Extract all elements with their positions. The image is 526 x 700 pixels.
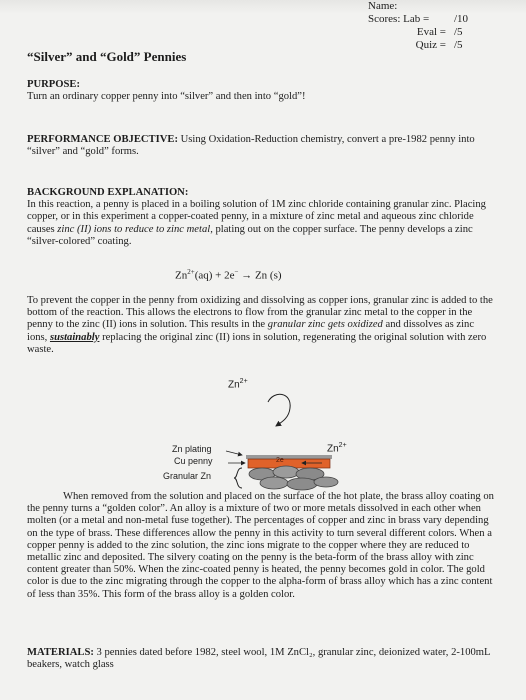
materials-section (27, 647, 495, 671)
label-zn-plating: Zn plating (172, 444, 212, 454)
quiz-score-value: /5 (454, 39, 463, 51)
quiz-label: Quiz = (415, 39, 446, 51)
lab-score-value: /10 (454, 13, 469, 25)
scores-lab-label: Scores: Lab = (368, 13, 430, 25)
objective-heading: PERFORMANCE OBJECTIVE: (27, 134, 178, 145)
zn-ion-top: $Zn^{2+}$ (228, 378, 248, 391)
paragraph-two: To prevent the copper in the penny from oxidizing and dissolving as copper ions, granular zinc is added to the bottom of the reaction. This allows the electrons to flow from the granular zinc metal to the copper in the penny to the zinc (II) ions in solution. This results in the granular zinc gets oxidized and dissolves as zinc ions, sustainably replacing the original zinc (II) ions in solution, regenerating the original solution with zero waste. (27, 295, 493, 355)
reduction-equation: $Zn^{2+}(aq) + 2e^- \to Zn$ (s) (175, 268, 282, 282)
document-title: “Silver” and “Gold” Pennies (27, 49, 187, 64)
label-cu-penny: Cu penny (174, 456, 213, 466)
zn-ion-right: $Zn^{2+}$ (327, 442, 347, 455)
name-label: Name: (368, 0, 398, 12)
zn-plating-layer (246, 455, 332, 459)
background-heading: BACKGROUND EXPLANATION: (27, 187, 189, 198)
electrons-label: 2e (276, 457, 284, 464)
scores-box (368, 0, 484, 52)
eval-score-value: /5 (454, 26, 463, 38)
purpose-text: Turn an ordinary copper penny into “silver” and then into “gold”! (27, 91, 306, 103)
background-paragraph: In this reaction, a penny is placed in a boiling solution of 1M zinc chloride containing granular zinc. Placing copper, or in this experiment a copper-coated penny, in a mixture of zinc metal and aqueous zinc chloride causes zinc (II) ions to reduce to zinc metal, plating out on the copper surface. The penny develops a zinc “silver-colored” coating. (27, 199, 486, 247)
objective-section (27, 134, 495, 158)
paragraph-three: When removed from the solution and placed on the surface of the hot plate, the brass alloy coating on the penny turns a “golden color”. An alloy is a mixture of two or more metals dissolved in each other when molten (or a metal and non-metal fuse together). The percentages of copper and zinc in brass vary depending on the type of brass. These differences allow the penny in this activity to turn several different colors. When a copper penny is added to the zinc solution, the zinc ions migrate to the copper where they are reduced to metallic zinc and deposited. The silvery coating on the penny is the beta-form of the brass alloy with zinc content greater than 50%. When the zinc-coated penny is heated, the penny becomes gold in color. The gold color is due to the zinc migrating through the copper to the alpha-form of brass alloy which has a zinc content of less than 35%. This form of the brass alloy is a golden color. (27, 491, 494, 600)
materials-text: 3 pennies dated before 1982, steel wool, 1M ZnCl₂, granular zinc, deionized water, 2-100mL beakers, watch glass (27, 647, 491, 671)
penny-plating-diagram (150, 368, 380, 498)
materials-heading: MATERIALS: (27, 647, 94, 658)
background-section (27, 187, 495, 248)
eval-label: Eval = (416, 26, 446, 38)
label-granular-zn: Granular Zn (163, 471, 212, 481)
purpose-heading: PURPOSE: (27, 79, 80, 90)
objective-text: Using Oxidation-Reduction chemistry, convert a pre-1982 penny into “silver” and “gold” forms. (27, 134, 475, 158)
purpose-section (27, 79, 495, 103)
